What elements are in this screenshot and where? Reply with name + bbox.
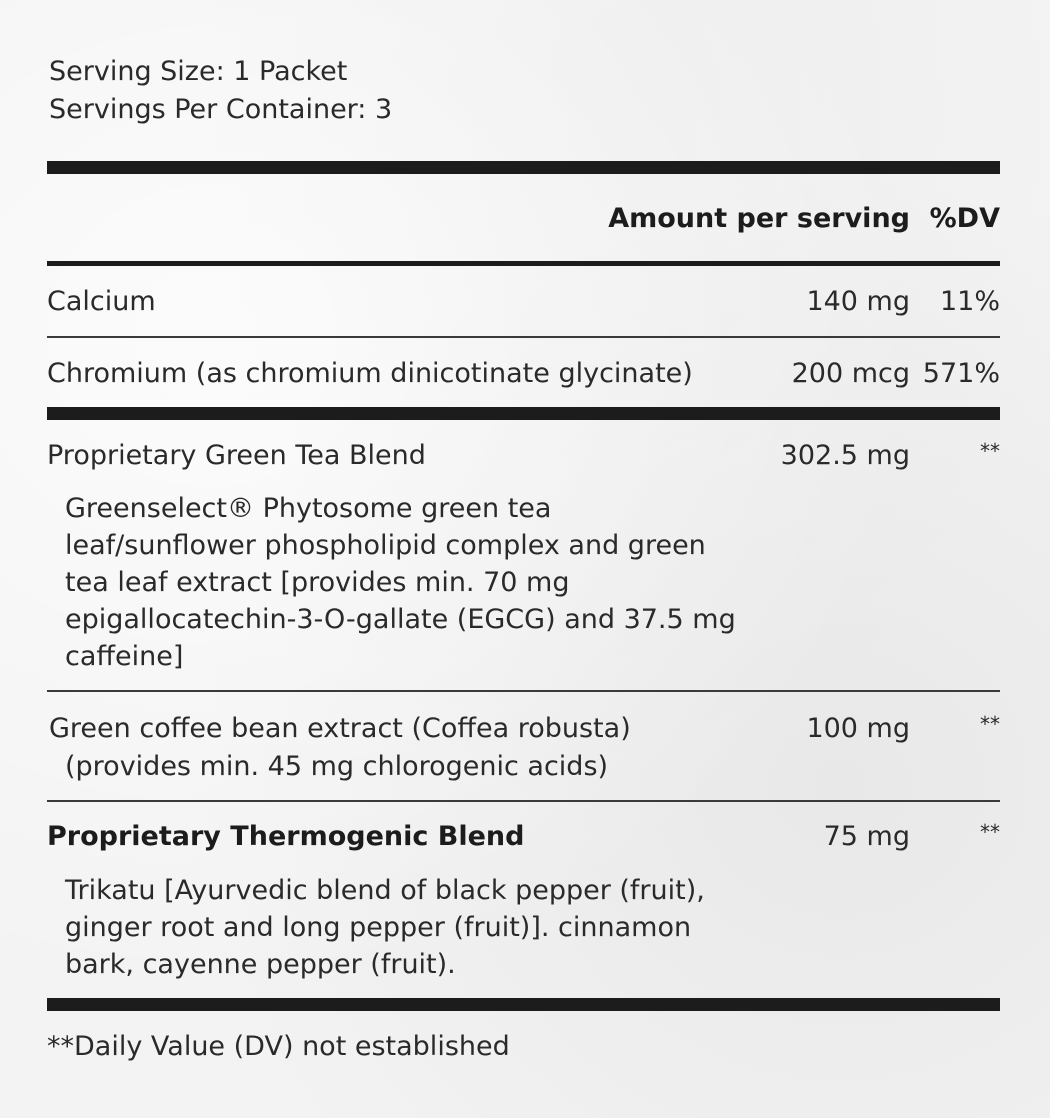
blend-name: Proprietary Thermogenic Blend <box>47 821 525 852</box>
nutrient-dv: 11% <box>939 286 1000 317</box>
header-dv: %DV <box>929 203 1000 234</box>
serving-size: Serving Size: 1 Packet <box>49 56 348 87</box>
ingredient-name: Green coffee bean extract (Coffea robusta) <box>49 713 631 744</box>
servings-per-container: Servings Per Container: 3 <box>49 94 393 125</box>
footnote: **Daily Value (DV) not established <box>47 1031 510 1062</box>
blend-dv: ** <box>980 820 1000 844</box>
supplement-facts-label <box>47 0 1000 1118</box>
divider-medium <box>47 261 1000 266</box>
divider-thick <box>47 998 1000 1011</box>
header-amount: Amount per serving <box>608 203 910 234</box>
blend-amount: 302.5 mg <box>780 440 910 471</box>
divider-thick <box>47 161 1000 174</box>
blend-detail: Greenselect® Phytosome green tea leaf/sunflower phospholipid complex and green tea leaf extract [provides min. 70 mg epigallocatechin-3-O-gallate (EGCG) and 37.5 mg caffeine] <box>65 493 736 672</box>
nutrient-name: Chromium (as chromium dinicotinate glycinate) <box>47 358 693 389</box>
blend-amount: 75 mg <box>823 821 910 852</box>
blend-detail: Trikatu [Ayurvedic blend of black pepper (fruit), ginger root and long pepper (fruit)]. cinnamon bark, cayenne pepper (fruit). <box>65 875 705 980</box>
divider-thin <box>47 336 1000 338</box>
ingredient-note: (provides min. 45 mg chlorogenic acids) <box>65 751 609 782</box>
divider-thin <box>47 800 1000 802</box>
nutrient-name: Calcium <box>47 286 156 317</box>
ingredient-dv: ** <box>980 712 1000 736</box>
divider-thin <box>47 690 1000 692</box>
nutrient-amount: 140 mg <box>806 286 910 317</box>
ingredient-amount: 100 mg <box>806 713 910 744</box>
divider-thick <box>47 407 1000 420</box>
nutrient-amount: 200 mcg <box>791 358 910 389</box>
blend-dv: ** <box>980 439 1000 463</box>
nutrient-dv: 571% <box>922 358 1000 389</box>
blend-name: Proprietary Green Tea Blend <box>47 440 426 471</box>
